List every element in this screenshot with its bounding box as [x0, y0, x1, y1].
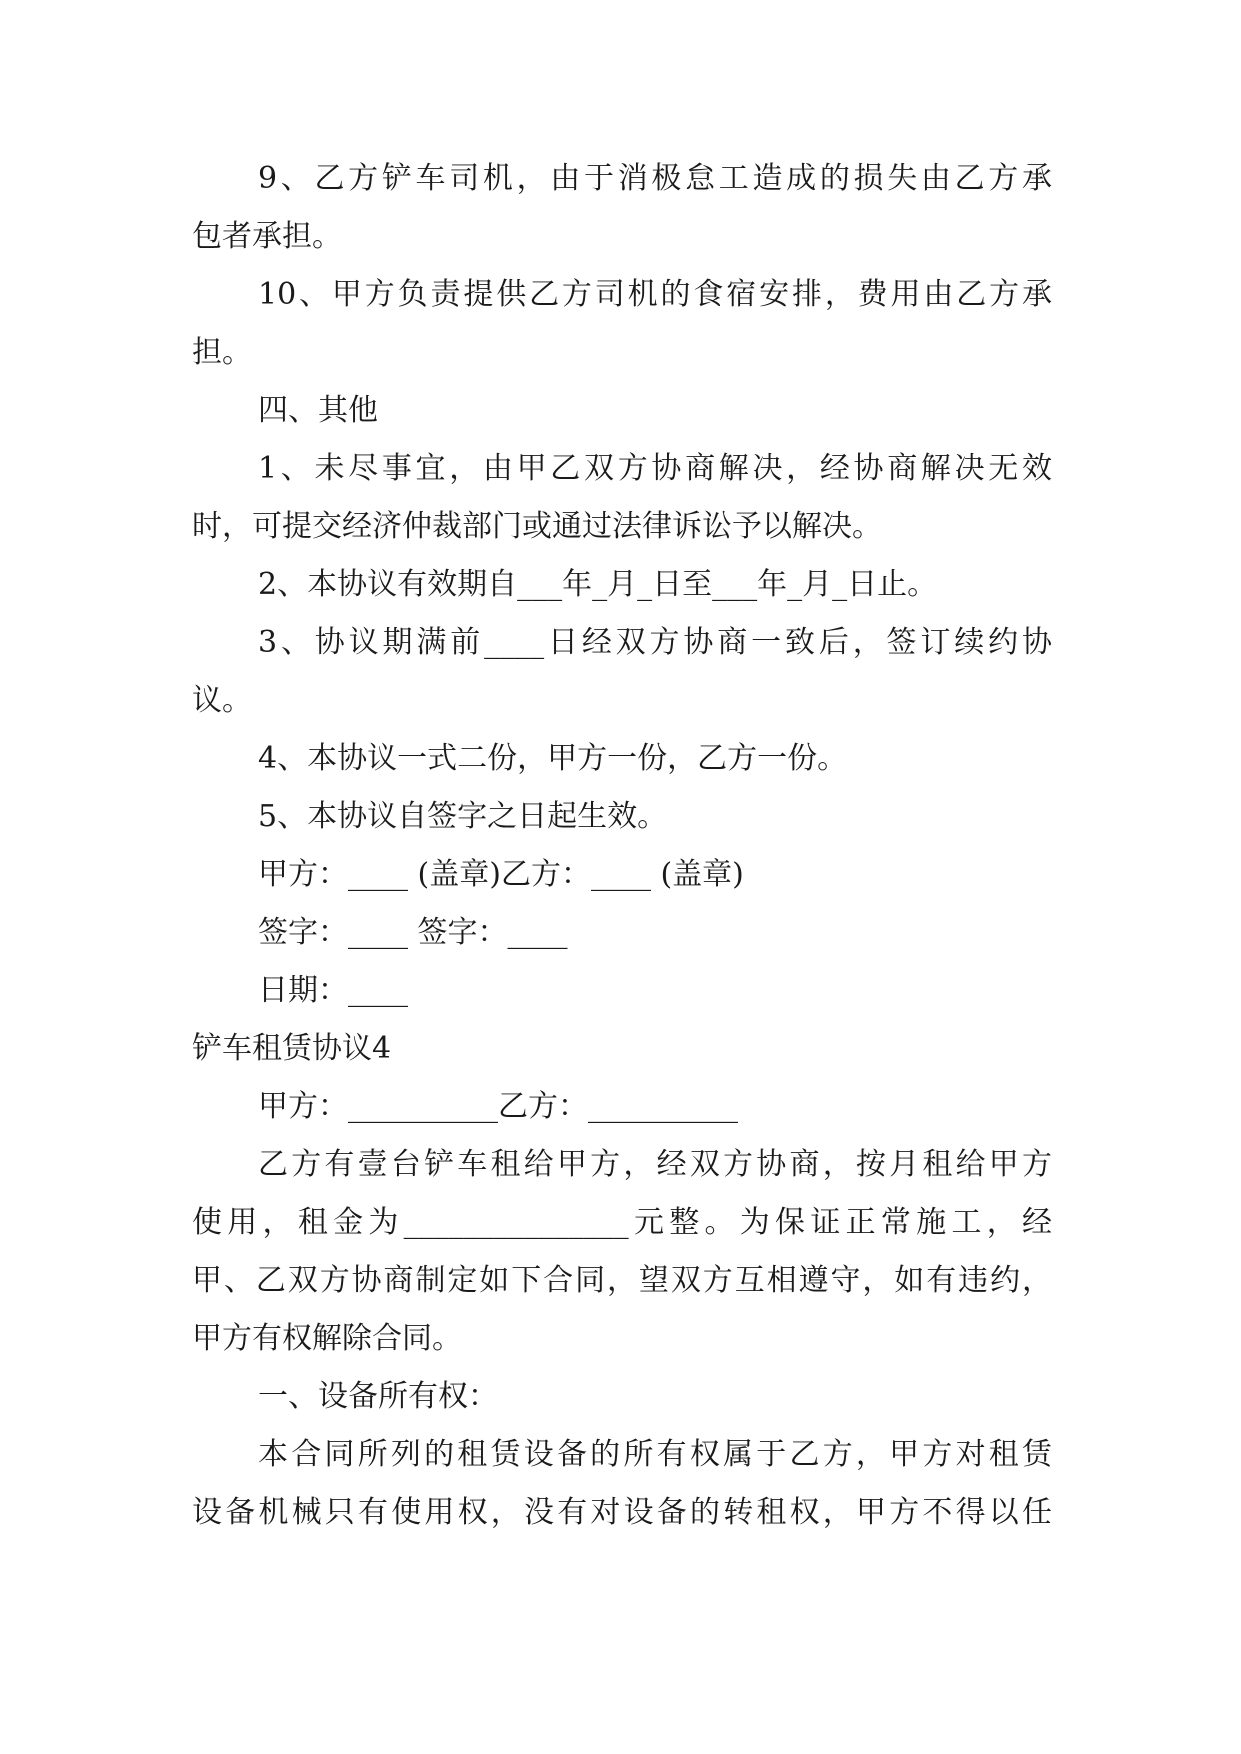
paragraph-line: 2、本协议有效期自___年_月_日至___年_月_日止。: [258, 567, 938, 602]
paragraph-line: 5、本协议自签字之日起生效。: [258, 799, 668, 834]
paragraph-line: 1、未尽事宜，由甲乙双方协商解决，经协商解决无效: [258, 451, 1052, 486]
paragraph-line: 3、协议期满前____日经双方协商一致后，签订续约协: [258, 625, 1052, 660]
signature-line-sign: 签字：____ 签字：____: [258, 915, 568, 950]
paragraph-line: 本合同所列的租赁设备的所有权属于乙方，甲方对租赁: [258, 1437, 1052, 1472]
document-title: 铲车租赁协议4: [192, 1031, 392, 1066]
signature-line-date: 日期：____: [258, 973, 408, 1008]
paragraph-line: 4、本协议一式二份，甲方一份，乙方一份。: [258, 741, 848, 776]
paragraph-line: 设备机械只有使用权，没有对设备的转租权，甲方不得以任: [192, 1495, 1052, 1530]
paragraph-line: 9、乙方铲车司机，由于消极怠工造成的损失由乙方承: [258, 161, 1052, 196]
document-body: [192, 150, 1052, 1542]
paragraph-line: 包者承担。: [192, 219, 342, 254]
paragraph-line: 乙方有壹台铲车租给甲方，经双方协商，按月租给甲方: [258, 1147, 1052, 1182]
paragraph-line: 议。: [192, 683, 252, 718]
paragraph-line: 使用，租金为_______________元整。为保证正常施工，经: [192, 1205, 1052, 1240]
paragraph-line: 甲方有权解除合同。: [192, 1321, 462, 1356]
party-line: 甲方：__________乙方：__________: [258, 1089, 738, 1124]
paragraph-line: 担。: [192, 335, 252, 370]
paragraph-line: 时，可提交经济仲裁部门或通过法律诉讼予以解决。: [192, 509, 882, 544]
section-heading: 一、设备所有权：: [258, 1379, 498, 1414]
paragraph-line: 甲、乙双方协商制定如下合同，望双方互相遵守，如有违约，: [192, 1263, 1052, 1298]
signature-line-party: 甲方：____ (盖章)乙方：____ (盖章): [258, 857, 744, 892]
section-heading: 四、其他: [258, 393, 378, 428]
paragraph-line: 10、甲方负责提供乙方司机的食宿安排，费用由乙方承: [258, 277, 1052, 312]
